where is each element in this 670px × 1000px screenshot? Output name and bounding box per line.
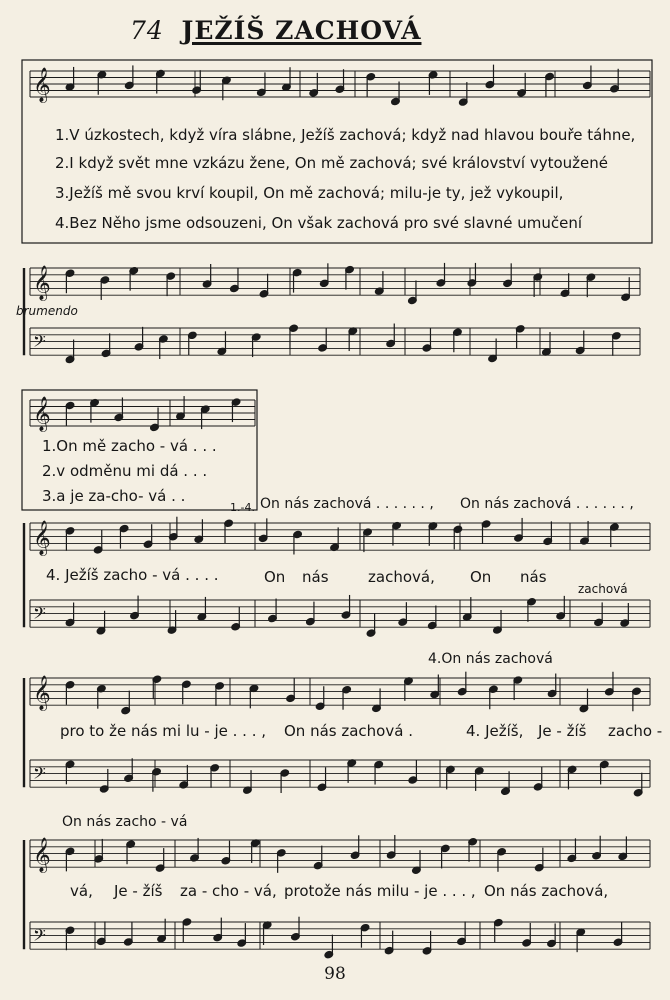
- bass-lyric-3: nás: [302, 568, 329, 586]
- clefs: [33, 67, 51, 948]
- system4-lyric-4: protože nás milu - je . . . ,: [284, 882, 476, 900]
- bass-clef: 𝄢: [33, 762, 46, 787]
- verse-2: 2.I když svět mne vzkázu žene, On mě zachová; své království vytoužené: [55, 154, 609, 172]
- system3-lyric-1: pro to že nás mi lu - je . . . ,: [60, 722, 266, 740]
- chorus-text-2: On nás zachová . . . . . . ,: [460, 496, 634, 512]
- treble-clef: 𝄞: [33, 265, 51, 301]
- bass-clef: 𝄢: [33, 924, 46, 949]
- treble-clef: 𝄞: [33, 396, 51, 432]
- system4-lyric-1: vá,: [70, 882, 93, 900]
- refrain-line-1: 1.On mě zacho - vá . . .: [42, 437, 217, 455]
- system3-lyric-2: On nás zachová .: [284, 722, 413, 740]
- verse-1: 1.V úzkostech, když víra slábne, Ježíš zachová; když nad hlavou bouře táhne,: [55, 126, 636, 144]
- bass-lyric-1: 4. Ježíš zacho - vá . . . .: [46, 566, 219, 584]
- bass-clef: 𝄢: [33, 602, 46, 627]
- system3-lyric-5: zacho -: [608, 722, 663, 740]
- bass-lyric-6: nás: [520, 568, 547, 586]
- treble-clef: 𝄞: [33, 67, 51, 103]
- treble-clef: 𝄞: [33, 837, 51, 873]
- treble-clef: 𝄞: [33, 520, 51, 556]
- bass-lyric-5: On: [470, 568, 492, 586]
- system4-label: On nás zacho - vá: [62, 814, 188, 830]
- system3-lyric-4: Je - žíš: [538, 722, 587, 740]
- brumendo-marking: brumendo: [16, 304, 78, 318]
- refrain-line-3: 3.a je za-cho- vá . .: [42, 487, 186, 505]
- system3-lyric-3: 4. Ježíš,: [466, 722, 524, 740]
- refrain-line-2: 2.v odměnu mi dá . . .: [42, 462, 208, 480]
- system3-label: 4.On nás zachová: [428, 651, 553, 667]
- chorus-text-1: On nás zachová . . . . . . ,: [260, 496, 434, 512]
- system4-lyric-3: za - cho - vá,: [180, 882, 277, 900]
- system4-lyric-2: Je - žíš: [114, 882, 163, 900]
- bass-lyric-2: On: [264, 568, 286, 586]
- treble-clef: 𝄞: [33, 675, 51, 711]
- song-number: 74: [130, 16, 164, 45]
- page-number: 98: [324, 964, 346, 984]
- system4-lyric-5: On nás zachová,: [484, 882, 609, 900]
- song-name: JEŽÍŠ ZACHOVÁ: [181, 16, 422, 45]
- bass-clef: 𝄢: [33, 330, 46, 355]
- bass-lyric-4: zachová,: [368, 568, 435, 586]
- verse-4: 4.Bez Něho jsme odsouzeni, On však zachová pro své slavné umučení: [55, 214, 583, 232]
- verse-3: 3.Ježíš mě svou krví koupil, On mě zachová; milu-je ty, jež vykoupil,: [55, 184, 564, 202]
- bass-lyric-7: zachová: [578, 582, 628, 596]
- chorus-mark: 1.-4.: [230, 501, 255, 514]
